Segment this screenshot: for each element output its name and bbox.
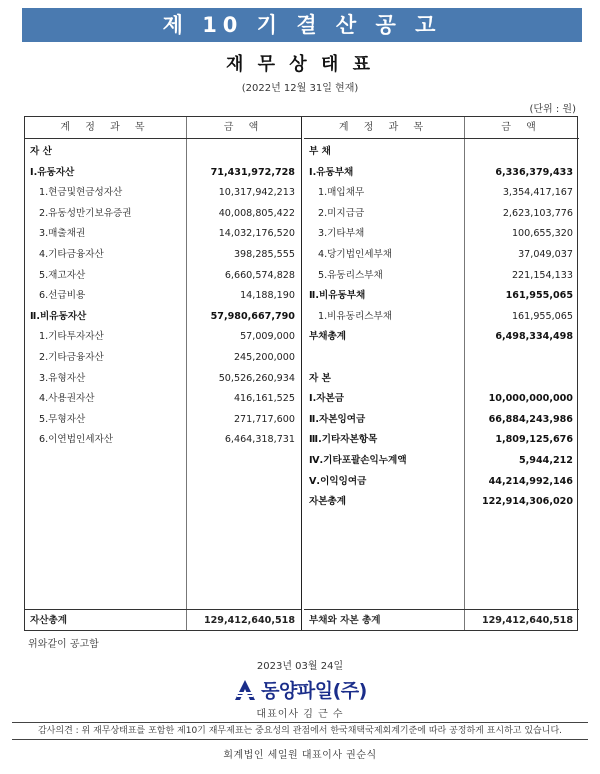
as-of-date: (2022년 12월 31일 현재) <box>241 83 359 94</box>
account-name: 3.유형자산 <box>39 372 86 384</box>
account-name: Ⅴ.이익잉여금 <box>309 475 367 487</box>
table-row <box>304 307 579 327</box>
table-row <box>25 327 301 347</box>
table-row <box>304 183 579 203</box>
table-row <box>25 307 301 327</box>
table-row <box>304 286 579 306</box>
table-row <box>25 286 301 306</box>
amount-header: 금 액 <box>223 122 265 133</box>
account-amount: 3,354,417,167 <box>502 187 573 199</box>
account-name: Ⅰ.유동자산 <box>30 166 75 178</box>
account-amount: 40,008,805,422 <box>218 207 295 219</box>
account-amount: 57,009,000 <box>240 331 295 343</box>
total-assets-amount: 129,412,640,518 <box>203 615 295 626</box>
assets-header-row <box>25 117 301 139</box>
account-amount: 122,914,306,020 <box>481 496 573 508</box>
ceo-signature: 대표이사 김 근 수 <box>256 709 344 720</box>
account-name: 부채총계 <box>309 331 347 343</box>
account-name: 4.당기법인세부채 <box>318 249 393 260</box>
table-row <box>304 348 579 368</box>
table-row <box>304 472 579 492</box>
account-name: 자본총계 <box>309 496 347 508</box>
table-row <box>304 204 579 224</box>
account-amount: 161,955,065 <box>511 310 573 322</box>
account-amount: 416,161,525 <box>233 393 295 405</box>
table-row <box>25 348 301 368</box>
account-name: Ⅳ.기타포괄손익누계액 <box>309 455 407 466</box>
table-row <box>25 204 301 224</box>
company-logo <box>0 676 600 702</box>
table-row <box>304 369 579 389</box>
account-name: Ⅲ.기타자본항목 <box>309 434 378 446</box>
table-row <box>304 389 579 409</box>
total-assets-label: 자산총계 <box>30 615 68 626</box>
publication-date: 2023년 03월 24일 <box>256 661 344 672</box>
account-amount: 10,000,000,000 <box>488 393 573 405</box>
company-logo-text: 동양파일(주) <box>261 680 367 702</box>
account-amount: 50,526,260,934 <box>218 372 295 384</box>
account-name: 4.사용권자산 <box>39 393 95 405</box>
account-name: 3.기타부채 <box>318 228 365 240</box>
notice-banner-title: 제 10 기 결 산 공 고 <box>22 8 582 42</box>
account-amount: 271,717,600 <box>233 413 295 425</box>
account-amount: 66,884,243,986 <box>488 413 573 425</box>
table-row <box>304 410 579 430</box>
liabilities-header-row <box>304 117 579 139</box>
account-name: 5.무형자산 <box>39 413 86 425</box>
account-name: 5.유동리스부채 <box>318 269 383 281</box>
account-amount: 6,464,318,731 <box>224 434 295 446</box>
account-amount: 6,498,334,498 <box>495 331 573 343</box>
table-row <box>304 451 579 471</box>
account-name: 1.기타투자자산 <box>39 331 104 343</box>
table-row <box>25 163 301 183</box>
table-row <box>25 369 301 389</box>
account-amount: 44,214,992,146 <box>488 475 573 487</box>
table-row <box>304 224 579 244</box>
closing-statement: 위와같이 공고함 <box>28 639 99 650</box>
unit-label: (단위 : 원) <box>529 104 576 115</box>
account-amount: 37,049,037 <box>518 249 573 260</box>
account-name: Ⅰ.자본금 <box>309 393 345 405</box>
account-amount: 14,032,176,520 <box>218 228 295 240</box>
liabilities-equity-column <box>304 117 579 630</box>
account-name: Ⅱ.비유동부채 <box>309 290 366 302</box>
account-amount: 5,944,212 <box>518 455 573 466</box>
account-amount: 1,809,125,676 <box>495 434 573 446</box>
total-liabilities-equity-amount: 129,412,640,518 <box>481 615 573 626</box>
account-name: 1.현금및현금성자산 <box>39 187 123 199</box>
total-liabilities-equity-label: 부채와 자본 총계 <box>309 615 381 626</box>
assets-column <box>25 117 302 630</box>
account-amount: 14,188,190 <box>240 290 295 302</box>
account-name: 1.비유동리스부채 <box>318 310 393 322</box>
table-row <box>304 245 579 265</box>
amount-header: 금 액 <box>501 122 542 133</box>
account-amount: 100,655,320 <box>511 228 573 240</box>
account-name: Ⅱ.자본잉여금 <box>309 413 366 425</box>
table-row <box>304 142 579 162</box>
table-row <box>25 430 301 450</box>
account-name: 3.매출채권 <box>39 228 86 240</box>
table-row <box>304 266 579 286</box>
table-row <box>304 430 579 450</box>
account-amount: 245,200,000 <box>233 352 295 363</box>
auditor-signature: 회계법인 세일원 대표이사 권순식 <box>223 750 377 761</box>
account-name: 1.매입채무 <box>318 187 365 199</box>
account-header: 계 정 과 목 <box>338 122 430 133</box>
account-amount: 161,955,065 <box>505 290 573 302</box>
account-name: 2.기타금융자산 <box>39 352 104 363</box>
account-amount: 398,285,555 <box>233 249 295 260</box>
table-row <box>25 389 301 409</box>
document-title: 재 무 상 태 표 <box>225 54 374 75</box>
table-row <box>25 410 301 430</box>
account-amount: 10,317,942,213 <box>218 187 295 199</box>
account-amount: 6,336,379,433 <box>495 166 573 178</box>
table-row <box>25 183 301 203</box>
audit-opinion: 감사의견 : 위 재무상태표를 포함한 제10기 재무제표는 중요성의 관점에서 한국채택국제회계기준에 따라 공정하게 표시하고 있습니다. <box>12 722 588 740</box>
account-amount: 71,431,972,728 <box>210 166 295 178</box>
total-assets-row <box>25 609 301 631</box>
account-name: 2.유동성만기보유증권 <box>39 207 132 219</box>
account-name: 5.재고자산 <box>39 269 86 281</box>
balance-sheet-table <box>24 116 578 631</box>
account-amount: 2,623,103,776 <box>502 207 573 219</box>
account-name: 6.선급비용 <box>39 290 86 302</box>
table-row <box>25 266 301 286</box>
table-row <box>304 492 579 512</box>
account-name: Ⅱ.비유동자산 <box>30 310 87 322</box>
account-name: 2.미지급금 <box>318 207 365 219</box>
account-name: 자 본 <box>309 372 331 384</box>
account-name: 자 산 <box>30 146 52 157</box>
table-row <box>304 327 579 347</box>
account-header: 계 정 과 목 <box>60 122 151 133</box>
account-name: 부 채 <box>309 146 331 157</box>
total-liabilities-equity-row <box>304 609 579 631</box>
table-row <box>25 224 301 244</box>
table-row <box>25 245 301 265</box>
company-logo-icon <box>233 679 257 701</box>
account-amount: 57,980,667,790 <box>210 310 295 322</box>
table-row <box>25 142 301 162</box>
account-amount: 221,154,133 <box>511 269 573 281</box>
table-row <box>304 163 579 183</box>
account-name: 4.기타금융자산 <box>39 249 104 260</box>
account-amount: 6,660,574,828 <box>224 269 295 281</box>
account-name: Ⅰ.유동부채 <box>309 166 354 178</box>
account-name: 6.이연법인세자산 <box>39 434 114 446</box>
